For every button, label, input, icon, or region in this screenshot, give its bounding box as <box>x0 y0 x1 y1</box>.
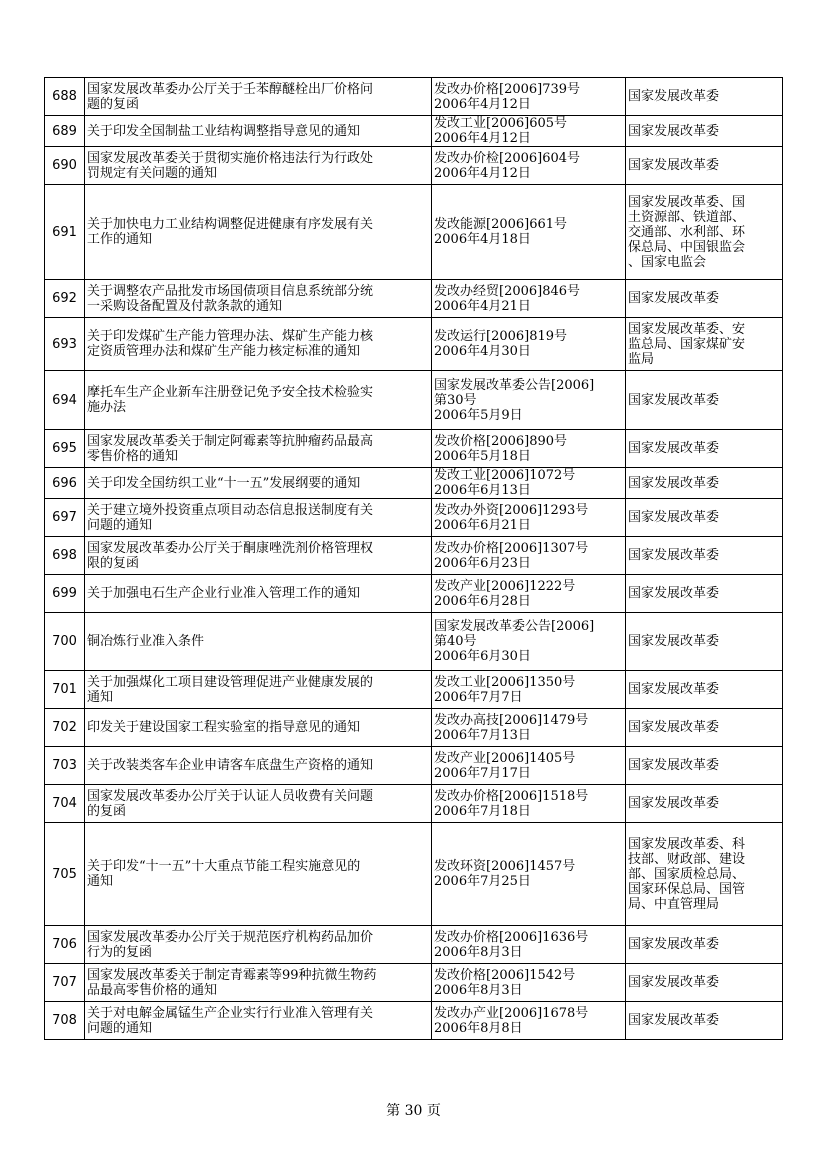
row-number: 689 <box>45 116 85 147</box>
table-row <box>45 78 783 116</box>
table-row <box>45 280 783 318</box>
table-row <box>45 147 783 185</box>
table-row <box>45 430 783 468</box>
issuing-authority <box>626 613 783 671</box>
table-row <box>45 499 783 537</box>
document-title <box>85 430 432 468</box>
issuing-authority-line: 国家发展改革委 <box>628 392 720 408</box>
document-number-line: 2006年6月21日 <box>434 517 531 533</box>
issuing-authority <box>626 430 783 468</box>
document-title <box>85 747 432 785</box>
document-title <box>85 78 432 116</box>
issuing-authority <box>626 747 783 785</box>
issuing-authority-line: 国家发展改革委、国 <box>628 194 746 210</box>
document-number-line: 发改工业[2006]1072号 <box>434 468 576 483</box>
issuing-authority-line: 国家发展改革委 <box>628 586 720 601</box>
table-row <box>45 747 783 785</box>
issuing-authority-line: 交通部、水利部、环 <box>628 224 746 240</box>
row-number: 694 <box>45 371 85 430</box>
document-number-line: 发改办价检[2006]604号 <box>434 150 581 166</box>
table-row <box>45 1002 783 1040</box>
row-number: 707 <box>45 964 85 1002</box>
document-number <box>432 499 626 537</box>
document-title <box>85 613 432 671</box>
table-row <box>45 468 783 499</box>
document-number <box>432 371 626 430</box>
table-row <box>45 926 783 964</box>
table-row <box>45 613 783 671</box>
document-number-line: 发改能源[2006]661号 <box>434 217 568 232</box>
document-number-line: 发改工业[2006]1350号 <box>434 674 576 690</box>
document-title-line: 国家发展改革委关于贯彻实施价格违法行为行政处 <box>87 150 374 166</box>
issuing-authority-line: 国家环保总局、国管 <box>628 881 746 897</box>
row-number: 706 <box>45 926 85 964</box>
document-title <box>85 671 432 709</box>
issuing-authority-line: 局、中直管理局 <box>628 896 720 912</box>
document-number-line: 2006年7月25日 <box>434 874 531 889</box>
document-number-line: 发改环资[2006]1457号 <box>434 859 576 874</box>
document-number-line: 2006年4月30日 <box>434 344 531 359</box>
document-title-line: 国家发展改革委办公厅关于壬苯醇醚栓出厂价格问 <box>87 81 374 97</box>
document-number <box>432 78 626 116</box>
document-number-line: 2006年6月30日 <box>434 649 531 664</box>
document-title <box>85 823 432 926</box>
issuing-authority <box>626 575 783 613</box>
table-row <box>45 709 783 747</box>
table-row <box>45 785 783 823</box>
issuing-authority-line: 土资源部、铁道部、 <box>628 209 746 225</box>
document-number <box>432 709 626 747</box>
document-number-line: 2006年4月21日 <box>434 298 531 314</box>
document-title-line: 关于加强电石生产企业行业准入管理工作的通知 <box>87 586 361 601</box>
document-title <box>85 709 432 747</box>
document-number <box>432 926 626 964</box>
document-number-line: 发改产业[2006]1405号 <box>434 750 576 766</box>
issuing-authority-line: 国家发展改革委 <box>628 123 720 139</box>
issuing-authority <box>626 499 783 537</box>
document-title <box>85 116 432 147</box>
document-title-line: 工作的通知 <box>87 232 153 247</box>
document-number-line: 2006年4月12日 <box>434 131 531 146</box>
document-number <box>432 613 626 671</box>
issuing-authority-line: 技部、财政部、建设 <box>628 851 746 867</box>
document-title-line: 施办法 <box>87 400 127 415</box>
document-title <box>85 147 432 185</box>
issuing-authority-line: 部、国家质检总局、 <box>628 866 746 882</box>
document-title-line: 关于加强煤化工项目建设管理促进产业健康发展的 <box>87 674 374 690</box>
document-title-line: 一采购设备配置及付款条款的通知 <box>87 298 283 314</box>
document-title-line: 关于印发“十一五”十大重点节能工程实施意见的 <box>87 859 361 874</box>
issuing-authority <box>626 280 783 318</box>
table-row <box>45 116 783 147</box>
issuing-authority <box>626 185 783 280</box>
document-number <box>432 823 626 926</box>
row-number: 692 <box>45 280 85 318</box>
table-row <box>45 185 783 280</box>
document-number-line: 发改运行[2006]819号 <box>434 329 568 344</box>
document-title-line: 限的复函 <box>87 555 140 571</box>
issuing-authority <box>626 318 783 371</box>
document-title-line: 国家发展改革委办公厅关于认证人员收费有关问题 <box>87 788 374 804</box>
table-row <box>45 823 783 926</box>
document-number-line: 2006年8月3日 <box>434 982 523 998</box>
issuing-authority-line: 保总局、中国银监会 <box>628 239 746 255</box>
issuing-authority-line: 国家发展改革委 <box>628 975 720 990</box>
document-title <box>85 964 432 1002</box>
document-number-line: 2006年7月7日 <box>434 689 523 705</box>
document-number <box>432 747 626 785</box>
document-number-line: 2006年5月18日 <box>434 448 531 464</box>
issuing-authority <box>626 147 783 185</box>
issuing-authority-line: 监局 <box>628 351 655 367</box>
document-title-line: 关于调整农产品批发市场国债项目信息系统部分统 <box>87 283 374 299</box>
row-number: 705 <box>45 823 85 926</box>
issuing-authority <box>626 964 783 1002</box>
document-title-line: 罚规定有关问题的通知 <box>87 165 218 181</box>
document-title-line: 国家发展改革委办公厅关于酮康唑洗剂价格管理权 <box>87 540 374 556</box>
document-title <box>85 185 432 280</box>
document-number-line: 2006年8月3日 <box>434 944 523 960</box>
document-title-line: 摩托车生产企业新车注册登记免予安全技术检验实 <box>87 385 374 400</box>
table-row <box>45 575 783 613</box>
document-number-line: 2006年6月28日 <box>434 593 531 609</box>
row-number: 701 <box>45 671 85 709</box>
document-number <box>432 147 626 185</box>
document-number-line: 2006年7月18日 <box>434 803 531 819</box>
document-number-line: 2006年6月13日 <box>434 483 531 498</box>
document-number-line: 2006年5月9日 <box>434 407 523 423</box>
issuing-authority-line: 国家发展改革委 <box>628 548 720 563</box>
document-title <box>85 318 432 371</box>
document-number-line: 发改办经贸[2006]846号 <box>434 283 581 299</box>
issuing-authority-line: 国家发展改革委 <box>628 682 720 697</box>
document-title <box>85 371 432 430</box>
document-number-line: 发改产业[2006]1222号 <box>434 578 576 594</box>
document-title-line: 关于改装类客车企业申请客车底盘生产资格的通知 <box>87 758 374 773</box>
table-row <box>45 671 783 709</box>
row-number: 696 <box>45 468 85 499</box>
row-number: 699 <box>45 575 85 613</box>
issuing-authority-line: 国家发展改革委 <box>628 1013 720 1028</box>
document-number <box>432 185 626 280</box>
document-number-line: 发改办产业[2006]1678号 <box>434 1005 589 1021</box>
issuing-authority <box>626 926 783 964</box>
document-title-line: 品最高零售价格的通知 <box>87 982 218 998</box>
document-title <box>85 537 432 575</box>
row-number: 695 <box>45 430 85 468</box>
issuing-authority-line: 国家发展改革委 <box>628 758 720 773</box>
document-number-line: 2006年4月12日 <box>434 165 531 181</box>
document-number-line: 发改价格[2006]1542号 <box>434 967 576 983</box>
document-title <box>85 280 432 318</box>
document-number-line: 2006年4月12日 <box>434 96 531 112</box>
issuing-authority-line: 国家发展改革委 <box>628 510 720 525</box>
issuing-authority <box>626 671 783 709</box>
issuing-authority-line: 监总局、国家煤矿安 <box>628 336 746 352</box>
issuing-authority <box>626 785 783 823</box>
document-title <box>85 499 432 537</box>
document-number <box>432 318 626 371</box>
document-title-line: 关于建立境外投资重点项目动态信息报送制度有关 <box>87 502 374 518</box>
document-number-line: 发改办价格[2006]1307号 <box>434 540 589 556</box>
document-number-line: 第30号 <box>434 392 477 408</box>
issuing-authority <box>626 537 783 575</box>
document-title-line: 关于对电解金属锰生产企业实行行业准入管理有关 <box>87 1005 374 1021</box>
document-number-line: 发改办价格[2006]1518号 <box>434 788 589 804</box>
issuing-authority-line: 国家发展改革委 <box>628 291 720 306</box>
issuing-authority <box>626 78 783 116</box>
document-title-line: 国家发展改革委关于制定阿霉素等抗肿瘤药品最高 <box>87 433 374 449</box>
document-title-line: 的复函 <box>87 803 127 819</box>
document-number-line: 第40号 <box>434 634 477 649</box>
document-number <box>432 671 626 709</box>
document-title-line: 问题的通知 <box>87 517 153 533</box>
document-title-line: 定资质管理办法和煤矿生产能力核定标准的通知 <box>87 344 361 359</box>
document-title <box>85 468 432 499</box>
document-number <box>432 280 626 318</box>
document-title <box>85 785 432 823</box>
row-number: 691 <box>45 185 85 280</box>
document-title-line: 铜冶炼行业准入条件 <box>87 634 205 649</box>
document-number <box>432 575 626 613</box>
issuing-authority-line: 国家发展改革委、安 <box>628 321 746 337</box>
document-title-line: 印发关于建设国家工程实验室的指导意见的通知 <box>87 720 361 735</box>
document-title-line: 问题的通知 <box>87 1020 153 1036</box>
issuing-authority-line: 国家发展改革委 <box>628 441 720 456</box>
issuing-authority-line: 国家发展改革委、科 <box>628 836 746 852</box>
row-number: 697 <box>45 499 85 537</box>
issuing-authority-line: 国家发展改革委 <box>628 796 720 811</box>
row-number: 698 <box>45 537 85 575</box>
row-number: 688 <box>45 78 85 116</box>
row-number: 690 <box>45 147 85 185</box>
document-number-line: 发改办价格[2006]1636号 <box>434 929 589 945</box>
issuing-authority <box>626 1002 783 1040</box>
document-number-line: 发改价格[2006]890号 <box>434 433 568 449</box>
document-number <box>432 468 626 499</box>
issuing-authority-line: 国家发展改革委 <box>628 634 720 649</box>
page-footer: 第 30 页 <box>386 1103 441 1119</box>
document-title-line: 关于印发全国制盐工业结构调整指导意见的通知 <box>87 123 361 139</box>
issuing-authority-line: 国家发展改革委 <box>628 89 720 104</box>
document-number-line: 2006年7月17日 <box>434 765 531 781</box>
document-number-line: 发改办高技[2006]1479号 <box>434 712 589 728</box>
row-number: 704 <box>45 785 85 823</box>
issuing-authority <box>626 709 783 747</box>
document-title-line: 关于印发全国纺织工业“十一五”发展纲要的通知 <box>87 475 361 491</box>
row-number: 708 <box>45 1002 85 1040</box>
document-title-line: 零售价格的通知 <box>87 448 179 464</box>
document-title <box>85 1002 432 1040</box>
document-number-line: 发改办外资[2006]1293号 <box>434 502 589 518</box>
document-number-line: 国家发展改革委公告[2006] <box>434 377 595 393</box>
document-number <box>432 1002 626 1040</box>
document-title-line: 行为的复函 <box>87 944 153 960</box>
document-number-line: 发改工业[2006]605号 <box>434 116 568 131</box>
document-number <box>432 430 626 468</box>
document-number-line: 2006年6月23日 <box>434 555 531 571</box>
issuing-authority <box>626 371 783 430</box>
document-title-line: 国家发展改革委办公厅关于规范医疗机构药品加价 <box>87 929 374 945</box>
document-title <box>85 575 432 613</box>
row-number: 703 <box>45 747 85 785</box>
table-body <box>45 78 783 1040</box>
issuing-authority <box>626 468 783 499</box>
document-table <box>44 77 783 1040</box>
document-number-line: 2006年4月18日 <box>434 232 531 247</box>
row-number: 702 <box>45 709 85 747</box>
document-number <box>432 785 626 823</box>
document-number-line: 国家发展改革委公告[2006] <box>434 619 595 634</box>
document-title-line: 关于加快电力工业结构调整促进健康有序发展有关 <box>87 217 374 232</box>
document-number-line: 2006年8月8日 <box>434 1020 523 1036</box>
issuing-authority-line: 国家发展改革委 <box>628 475 720 491</box>
table-row <box>45 537 783 575</box>
issuing-authority <box>626 116 783 147</box>
document-title-line: 通知 <box>87 874 114 889</box>
issuing-authority-line: 国家发展改革委 <box>628 937 720 952</box>
table-row <box>45 318 783 371</box>
document-title-line: 国家发展改革委关于制定青霉素等99种抗微生物药 <box>87 967 377 983</box>
document-number-line: 2006年7月13日 <box>434 727 531 743</box>
document-number <box>432 537 626 575</box>
issuing-authority-line: 国家发展改革委 <box>628 158 720 173</box>
issuing-authority-line: 国家发展改革委 <box>628 720 720 735</box>
issuing-authority <box>626 823 783 926</box>
document-number <box>432 116 626 147</box>
document-title-line: 关于印发煤矿生产能力管理办法、煤矿生产能力核 <box>87 329 374 344</box>
document-title-line: 通知 <box>87 689 114 705</box>
table-row <box>45 964 783 1002</box>
document-title-line: 题的复函 <box>87 96 140 112</box>
document-number <box>432 964 626 1002</box>
row-number: 693 <box>45 318 85 371</box>
row-number: 700 <box>45 613 85 671</box>
issuing-authority-line: 、国家电监会 <box>628 254 707 270</box>
table-row <box>45 371 783 430</box>
document-title <box>85 926 432 964</box>
document-number-line: 发改办价格[2006]739号 <box>434 81 581 97</box>
